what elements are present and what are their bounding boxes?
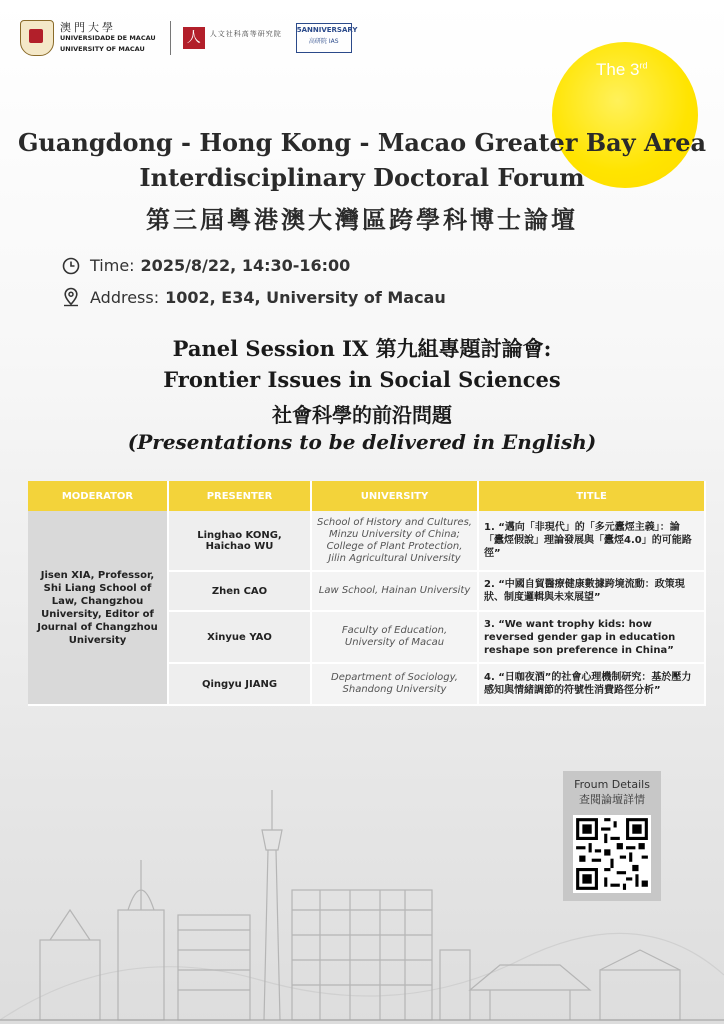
edition-badge: The 3rd bbox=[596, 60, 648, 79]
ihss-logo-icon: 人 bbox=[183, 27, 205, 49]
forum-title-line2: Interdisciplinary Doctoral Forum bbox=[139, 163, 585, 192]
title-cell: 2. “中國自貿醫療健康數據跨境流動：政策現狀、制度邏輯與未來展望” bbox=[478, 571, 705, 611]
address-info: Address: 1002, E34, University of Macau bbox=[62, 287, 446, 307]
panel-session-title: Panel Session IX 第九組專題討論會: bbox=[172, 336, 552, 361]
panel-topic-zh: 社會科學的前沿問題 bbox=[272, 403, 452, 427]
location-pin-icon bbox=[62, 287, 80, 307]
forum-title-chinese: 第三屆粵港澳大灣區跨學科博士論壇 bbox=[146, 205, 578, 234]
time-info: Time: 2025/8/22, 14:30-16:00 bbox=[62, 256, 350, 275]
table-header-row bbox=[28, 481, 705, 511]
column-header-university: UNIVERSITY bbox=[311, 481, 478, 511]
um-logo-text: 澳門大學 UNIVERSIDADE DE MACAU UNIVERSITY OF MACAU bbox=[60, 20, 156, 53]
clock-icon bbox=[62, 257, 80, 275]
forum-title-line1: Guangdong - Hong Kong - Macao Greater Bay Area bbox=[17, 128, 707, 157]
title-cell: 3. “We want trophy kids: how reversed gender gap in education reshape son preference in China” bbox=[478, 611, 705, 663]
schedule-table bbox=[28, 481, 706, 706]
university-cell: Law School, Hainan University bbox=[311, 571, 478, 611]
panel-topic-en: Frontier Issues in Social Sciences bbox=[163, 367, 561, 392]
presenter-cell: Qingyu JIANG bbox=[168, 663, 311, 705]
presenter-cell: Zhen CAO bbox=[168, 571, 311, 611]
qr-label-en: Froum Details bbox=[574, 778, 650, 791]
table-row bbox=[28, 511, 705, 571]
qr-label-zh: 查閱論壇詳情 bbox=[579, 793, 645, 806]
title-cell: 1. “邁向「非現代」的「多元蠹烴主義」：論「蠹烴假說」理論發展與「蠹烴4.0」的可能路徑” bbox=[478, 511, 705, 571]
column-header-title: TITLE bbox=[478, 481, 705, 511]
university-cell: Department of Sociology, Shandong University bbox=[311, 663, 478, 705]
university-of-macau-crest-icon bbox=[20, 20, 54, 56]
presenter-cell: Xinyue YAO bbox=[168, 611, 311, 663]
logo-divider bbox=[170, 21, 171, 55]
moderator-cell: Jisen XIA, Professor, Shi Liang School of Law, Changzhou University, Editor of Journal of Changzhou University bbox=[28, 511, 168, 705]
column-header-presenter: PRESENTER bbox=[168, 481, 311, 511]
ias-anniversary-logo: 5ANNIVERSARY 高研院 IAS bbox=[296, 23, 352, 53]
university-cell: Faculty of Education, University of Macau bbox=[311, 611, 478, 663]
presenter-cell: Linghao KONG, Haichao WU bbox=[168, 511, 311, 571]
university-cell: School of History and Cultures, Minzu University of China; College of Plant Protection, Jilin Agricultural University bbox=[311, 511, 478, 571]
forum-details-qr-panel[interactable] bbox=[563, 771, 661, 901]
qr-code-icon[interactable] bbox=[573, 815, 651, 893]
language-note: (Presentations to be delivered in English) bbox=[127, 430, 597, 454]
column-header-moderator: MODERATOR bbox=[28, 481, 168, 511]
ihss-logo-text: 人文社科高等研究院 bbox=[209, 30, 282, 38]
title-cell: 4. “日咖夜酒”的社會心理機制研究：基於壓力感知與情緒調節的符號性消費路徑分析” bbox=[478, 663, 705, 705]
header-logos bbox=[20, 18, 358, 58]
